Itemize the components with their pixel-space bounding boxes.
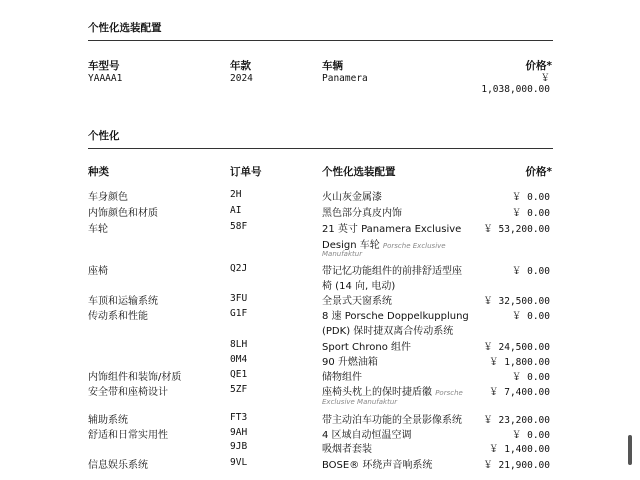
row-category: 安全带和座椅设计 [88, 387, 168, 398]
row-price: ￥ 21,900.00 [483, 460, 550, 471]
row-price: ￥ 0.00 [511, 266, 550, 277]
row-code: 0M4 [230, 354, 248, 365]
row-price: ￥ 0.00 [511, 208, 550, 219]
header-category: 种类 [88, 166, 109, 178]
row-category: 车轮 [88, 224, 108, 235]
row-option: 带主动泊车功能的全景影像系统 [322, 415, 462, 426]
row-code: 9VL [230, 457, 248, 468]
row-category: 信息娱乐系统 [88, 460, 148, 471]
row-note-line2: Exclusive Manufaktur [322, 398, 398, 406]
row-category: 舒适和日常实用性 [88, 430, 168, 441]
row-category: 传动系和性能 [88, 311, 148, 322]
section-title-personalization: 个性化 [88, 130, 120, 142]
row-option: BOSE® 环绕声音响系统 [322, 460, 433, 471]
row-price: ￥ 1,800.00 [489, 357, 550, 368]
currency-symbol: ￥ [540, 73, 550, 84]
row-price: ￥ 53,200.00 [483, 224, 550, 235]
row-option: 全景式天窗系统 [322, 296, 392, 307]
row-code: 2H [230, 189, 242, 200]
row-option-line2: 椅 (14 向, 电动) [322, 281, 396, 292]
row-category: 内饰颜色和材质 [88, 208, 158, 219]
row-category: 车身颜色 [88, 192, 128, 203]
row-price: ￥ 24,500.00 [483, 342, 550, 353]
divider [88, 148, 553, 149]
vehicle-value: Panamera [322, 73, 368, 84]
model-code-value: YAAAA1 [88, 73, 123, 84]
header-order-number: 订单号 [230, 166, 262, 178]
header-model-code: 车型号 [88, 60, 120, 72]
row-option: 8 速 Porsche Doppelkupplung [322, 311, 469, 322]
row-code: G1F [230, 308, 248, 319]
header-year: 年款 [230, 60, 251, 72]
row-code: 5ZF [230, 384, 248, 395]
row-code: 3FU [230, 293, 248, 304]
row-option: 火山灰金属漆 [322, 192, 382, 203]
row-code: 58F [230, 221, 248, 232]
row-code: 8LH [230, 339, 248, 350]
row-category: 内饰组件和装饰/材质 [88, 372, 182, 383]
year-value: 2024 [230, 73, 253, 84]
row-price: ￥ 0.00 [511, 372, 550, 383]
row-option: 90 升燃油箱 [322, 357, 378, 368]
header-option: 个性化选装配置 [322, 166, 396, 178]
row-note-line2: Manufaktur [322, 250, 363, 258]
divider [88, 40, 553, 41]
section-title-personalized-options: 个性化选装配置 [88, 22, 162, 34]
row-option: 21 英寸 Panamera Exclusive [322, 224, 462, 235]
row-note: Porsche Exclusive [382, 242, 446, 250]
row-code: 9AH [230, 427, 248, 438]
base-price-value: 1,038,000.00 [481, 84, 550, 95]
row-option-line2: (PDK) 保时捷双离合传动系统 [322, 326, 454, 337]
row-option: 黑色部分真皮内饰 [322, 208, 402, 219]
row-price: ￥ 0.00 [511, 311, 550, 322]
row-option: 储物组件 [322, 372, 362, 383]
row-option: Sport Chrono 组件 [322, 342, 411, 353]
row-category: 车顶和运输系统 [88, 296, 158, 307]
row-code: FT3 [230, 412, 248, 423]
row-code: AI [230, 205, 242, 216]
row-code: Q2J [230, 263, 248, 274]
row-note: Porsche [435, 389, 463, 397]
row-price: ￥ 7,400.00 [489, 387, 550, 398]
row-code: QE1 [230, 369, 248, 380]
row-option: 带记忆功能组件的前排舒适型座 [322, 266, 462, 277]
row-category: 辅助系统 [88, 415, 128, 426]
row-price: ￥ 0.00 [511, 430, 550, 441]
row-option: 4 区域自动恒温空调 [322, 430, 412, 441]
header-price: 价格* [525, 60, 552, 72]
row-price: ￥ 1,400.00 [489, 444, 550, 455]
row-option: 吸烟者套装 [322, 444, 372, 455]
row-option-line2-text: Design 车轮 [322, 240, 380, 251]
row-option-line2 [322, 236, 446, 251]
header-price: 价格* [525, 166, 552, 178]
row-category: 座椅 [88, 266, 108, 277]
row-price: ￥ 0.00 [511, 192, 550, 203]
row-option: 座椅头枕上的保时捷盾徽 [322, 387, 432, 398]
row-price: ￥ 32,500.00 [483, 296, 550, 307]
vertical-scrollbar[interactable] [628, 435, 632, 465]
header-vehicle: 车辆 [322, 60, 343, 72]
row-code: 9JB [230, 441, 248, 452]
row-price: ￥ 23,200.00 [483, 415, 550, 426]
